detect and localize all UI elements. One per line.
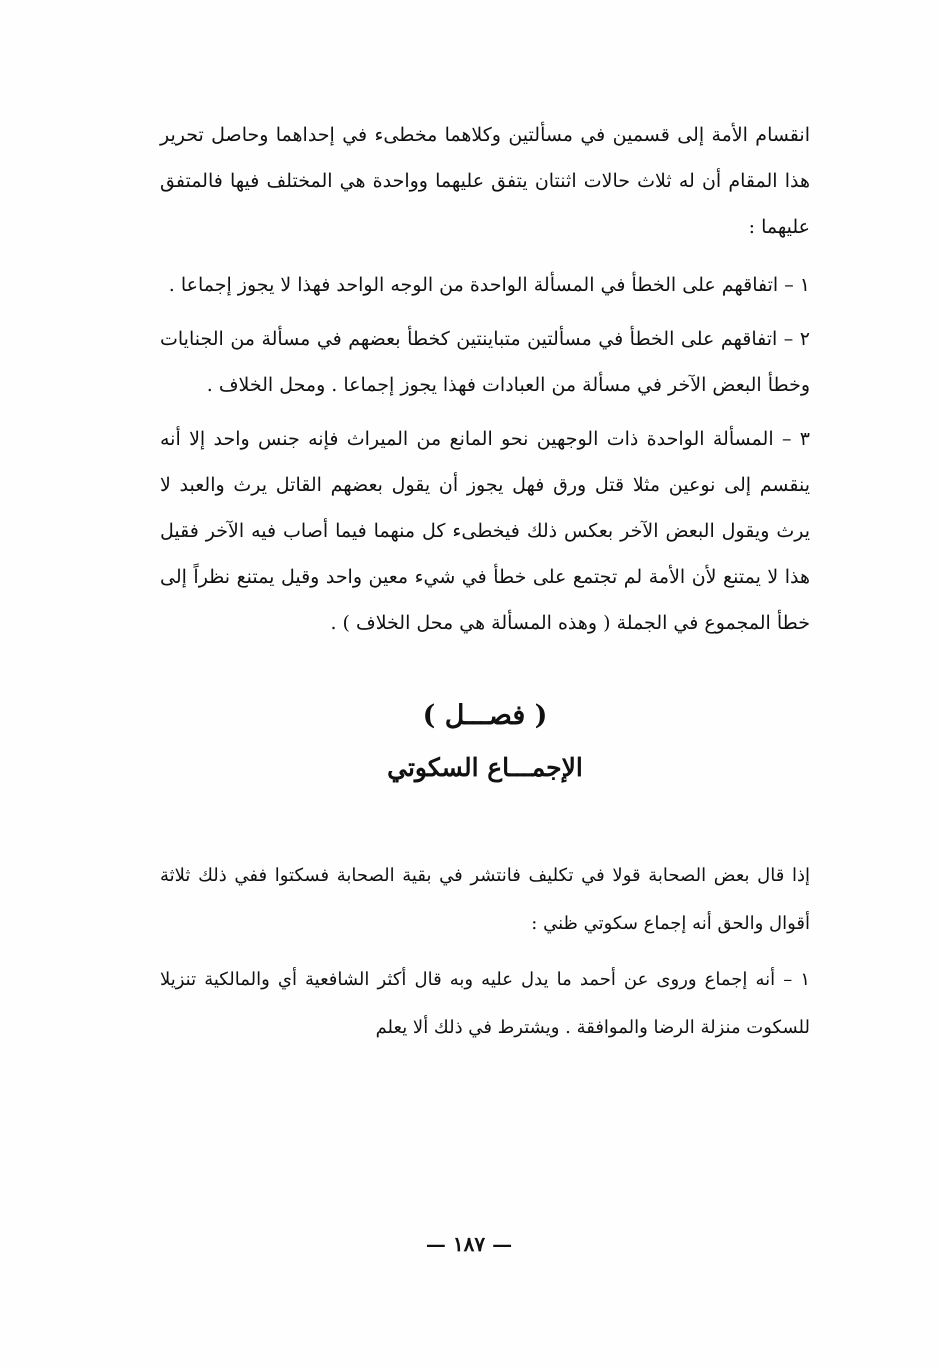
section-list-item-1: ١ – أنه إجماع وروى عن أحمد ما يدل عليه وبه قال أكثر الشافعية أي والمالكية تنزيلا للسكوت منزلة الرضا والموافقة . ويشترط في ذلك ألا يعلم [160,969,810,1038]
page-number: — ١٨٧ — [425,1232,513,1256]
intro-paragraph: انقسام الأمة إلى قسمين في مسألتين وكلاهما مخطىء في إحداهما وحاصل تحرير هذا المقام أن له ثلاث حالات اثنتان يتفق عليهما وواحدة هي المختلف فيها فالمتفق عليهما : [160,124,810,238]
section-intro-paragraph: إذا قال بعض الصحابة قولا في تكليف فانتشر في بقية الصحابة فسكتوا ففي ذلك ثلاثة أقوال والحق أنه إجماع سكوتي ظني : [160,865,810,934]
section-heading: ( فصـــل ) [422,700,548,731]
list-item-1: ١ – اتفاقهم على الخطأ في المسألة الواحدة من الوجه الواحد فهذا لا يجوز إجماعا . [168,274,810,296]
list-item-2: ٢ – اتفاقهم على الخطأ في مسألتين متباينتين كخطأ بعضهم في مسألة من الجنايات وخطأ البعض الآخر في مسألة من العبادات فهذا يجوز إجماعا . ومحل الخلاف . [160,328,810,396]
section-title: الإجمـــاع السكوتي [387,753,583,782]
page-text-body [160,112,810,1060]
list-item-3: ٣ – المسألة الواحدة ذات الوجهين نحو المانع من الميراث فإنه جنس واحد إلا أنه ينقسم إلى نوعين مثلا قتل ورق فهل يجوز أن يقول بعضهم القاتل يرث والعبد لا يرث ويقول البعض الآخر بعكس ذلك فيخطىء كل منهما فيما أصاب فيه الآخر فقيل هذا لا يمتنع لأن الأمة لم تجتمع على خطأ في شيء معين واحد وقيل يمتنع نظراً إلى خطأ المجموع في الجملة ( وهذه المسألة هي محل الخلاف ) . [160,428,810,634]
